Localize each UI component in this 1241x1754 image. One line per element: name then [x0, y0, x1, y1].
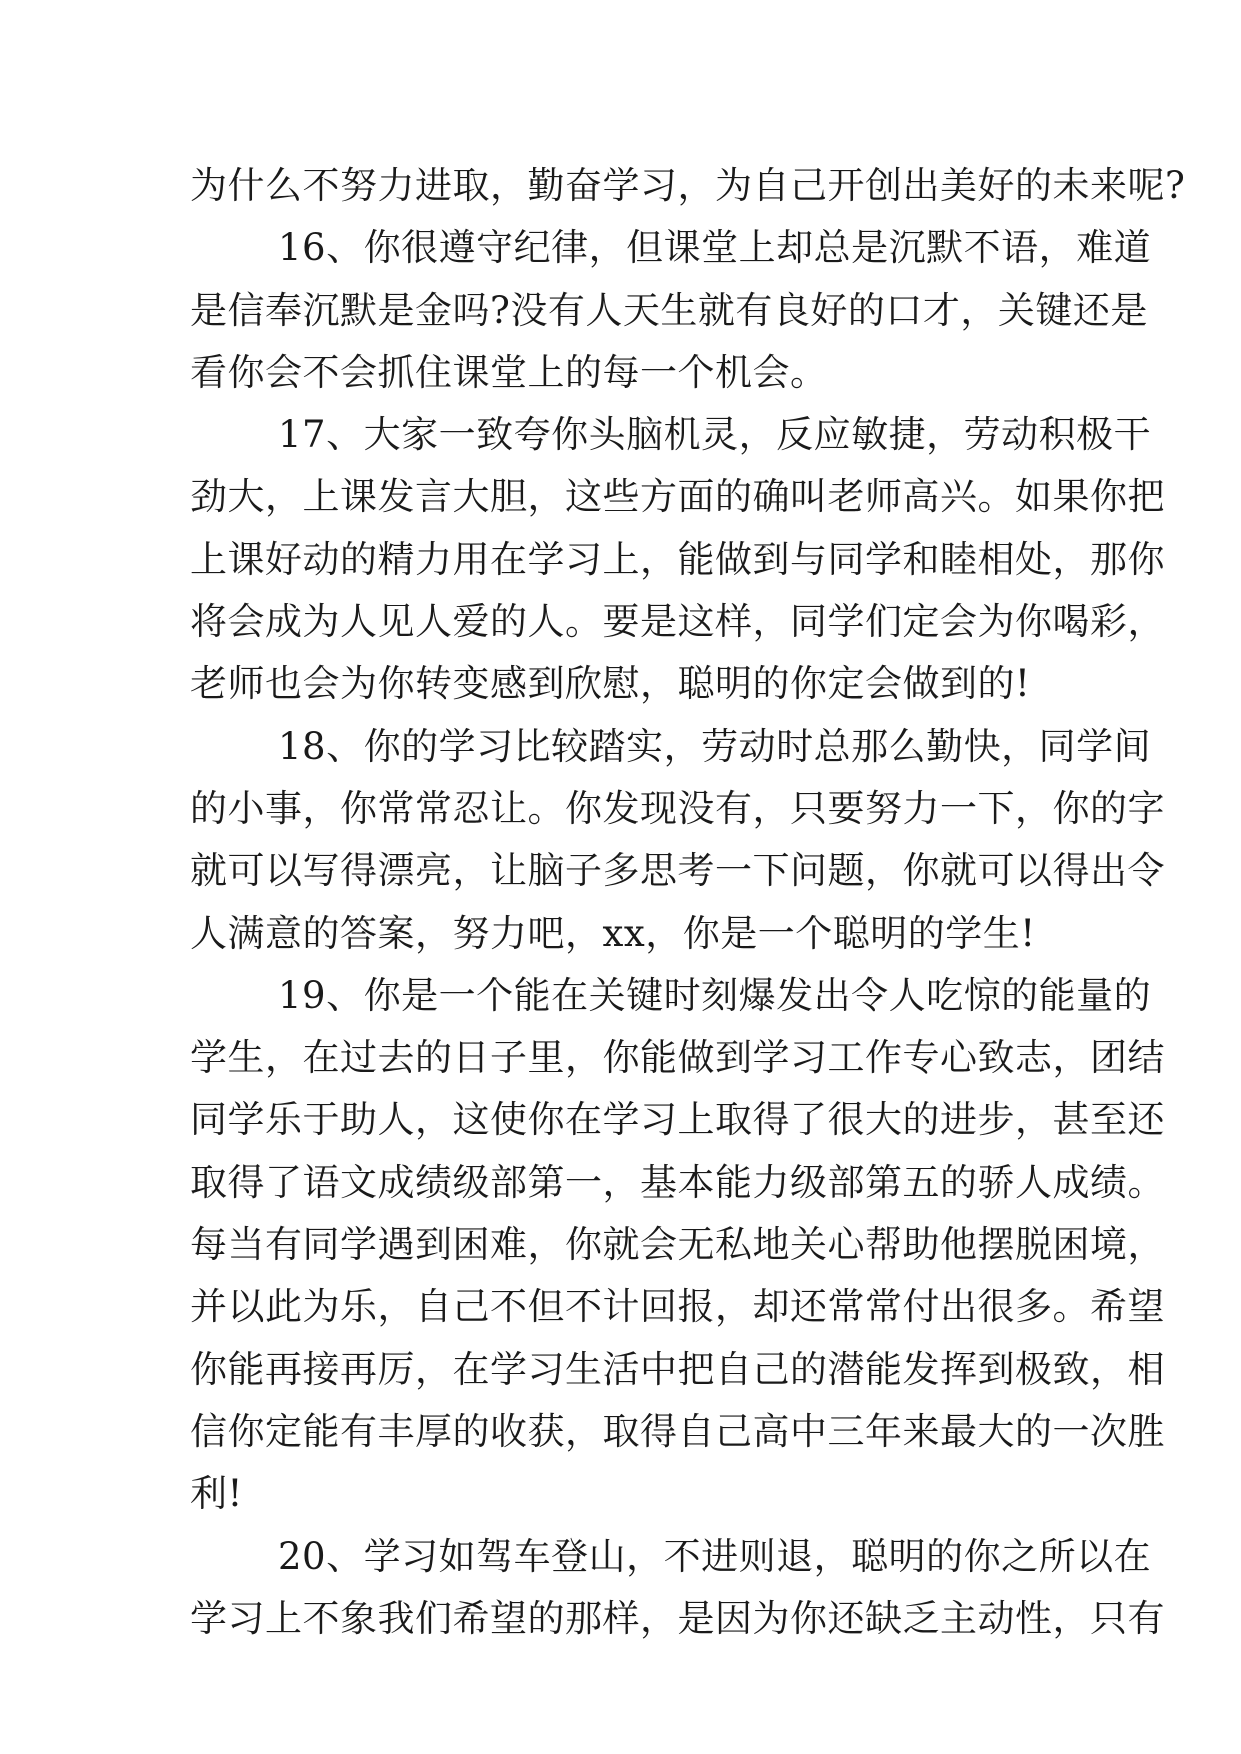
- text-line: 看你会不会抓住课堂上的每一个机会。: [190, 350, 828, 394]
- text-line: 就可以写得漂亮，让脑子多思考一下问题，你就可以得出令: [190, 849, 1165, 893]
- paragraph-20-first-line: 20、学习如驾车登山，不进则退，聪明的你之所以在: [278, 1534, 1152, 1578]
- text-line: 将会成为人见人爱的人。要是这样，同学们定会为你喝彩，: [190, 600, 1165, 644]
- text-line: 人满意的答案，努力吧，xx，你是一个聪明的学生!: [190, 911, 1036, 955]
- text-line: 信你定能有丰厚的收获，取得自己高中三年来最大的一次胜: [190, 1409, 1165, 1453]
- text-line: 你能再接再厉，在学习生活中把自己的潜能发挥到极致，相: [190, 1347, 1165, 1391]
- text-line: 上课好动的精力用在学习上，能做到与同学和睦相处，那你: [190, 537, 1165, 581]
- text-line: 学生，在过去的日子里，你能做到学习工作专心致志，团结: [190, 1036, 1165, 1080]
- text-line: 学习上不象我们希望的那样，是因为你还缺乏主动性，只有: [190, 1596, 1165, 1640]
- paragraph-16-first-line: 16、你很遵守纪律，但课堂上却总是沉默不语，难道: [278, 226, 1152, 270]
- document-body: [190, 155, 1186, 1650]
- text-line: 利!: [190, 1472, 243, 1516]
- text-line: 取得了语文成绩级部第一，基本能力级部第五的骄人成绩。: [190, 1160, 1165, 1204]
- text-line: 为什么不努力进取，勤奋学习，为自己开创出美好的未来呢?: [190, 164, 1186, 207]
- text-line: 每当有同学遇到困难，你就会无私地关心帮助他摆脱困境，: [190, 1223, 1165, 1267]
- paragraph-19-first-line: 19、你是一个能在关键时刻爆发出令人吃惊的能量的: [278, 973, 1152, 1017]
- text-line: 劲大，上课发言大胆，这些方面的确叫老师高兴。如果你把: [190, 475, 1165, 519]
- text-line: 老师也会为你转变感到欣慰，聪明的你定会做到的!: [190, 662, 1031, 706]
- paragraph-17-first-line: 17、大家一致夸你头脑机灵，反应敏捷，劳动积极干: [278, 413, 1152, 457]
- paragraph-18-first-line: 18、你的学习比较踏实，劳动时总那么勤快，同学间: [278, 724, 1152, 768]
- text-line: 的小事，你常常忍让。你发现没有，只要努力一下，你的字: [190, 786, 1165, 830]
- text-line: 同学乐于助人，这使你在学习上取得了很大的进步，甚至还: [190, 1098, 1165, 1142]
- text-line: 并以此为乐，自己不但不计回报，却还常常付出很多。希望: [190, 1285, 1165, 1329]
- text-line: 是信奉沉默是金吗?没有人天生就有良好的口才，关键还是: [190, 288, 1148, 332]
